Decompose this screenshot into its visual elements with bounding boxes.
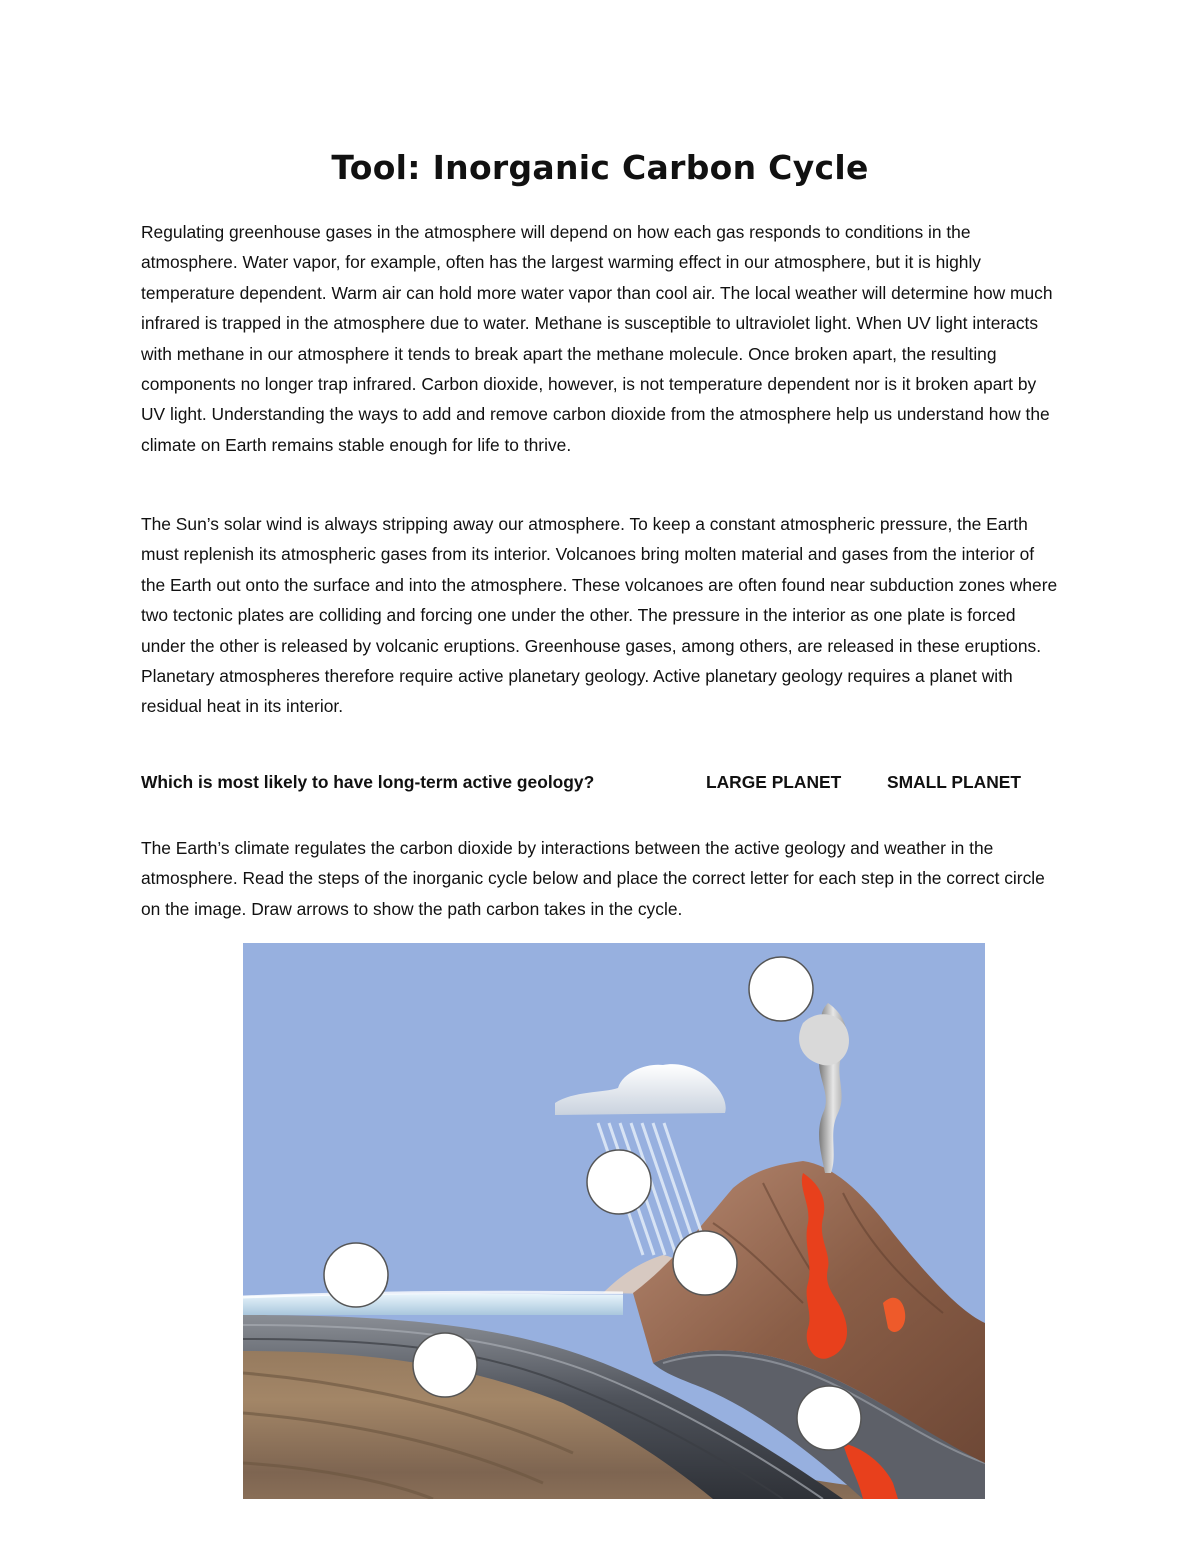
large-planet-option[interactable]: LARGE PLANET <box>706 772 842 792</box>
volcano-paragraph: The Sun’s solar wind is always stripping away our atmosphere. To keep a constant atmospheric pressure, the Earth must replenish its atmospheric gases from its interior. Volcanoes bring molten material and gases from the interior of the Earth out onto the surface and into the atmosphere. These volcanoes are often found near subduction zones where two tectonic plates are colliding and forcing one under the other. The pressure in the interior as one plate is forced under the other is released by volcanic eruptions. Greenhouse gases, among others, are released in these eruptions. Planetary atmospheres therefore require active planetary geology. Active planetary geology requires a planet with residual heat in its interior. <box>141 514 1058 717</box>
answer-circle-volcano-slope[interactable] <box>673 1231 737 1295</box>
answer-circle-smoke[interactable] <box>749 957 813 1021</box>
answer-circle-seafloor[interactable] <box>413 1333 477 1397</box>
instructions-paragraph: The Earth’s climate regulates the carbon dioxide by interactions between the active geology and weather in the atmosphere. Read the steps of the inorganic cycle below and place the correct letter for each step in the correct circle on the image. Draw arrows to show the path carbon takes in the cycle. <box>141 838 1045 919</box>
ocean <box>243 1294 623 1315</box>
carbon-cycle-diagram <box>243 943 985 1499</box>
answer-circle-ocean[interactable] <box>324 1243 388 1307</box>
answer-circle-rain[interactable] <box>587 1150 651 1214</box>
intro-paragraph: Regulating greenhouse gases in the atmosphere will depend on how each gas responds to conditions in the atmosphere. Water vapor, for example, often has the largest warming effect in our atmosphere, but it is highly temperature dependent. Warm air can hold more water vapor than cool air. The local weather will determine how much infrared is trapped in the atmosphere due to water. Methane is susceptible to ultraviolet light. When UV light interacts with methane in our atmosphere it tends to break apart the methane molecule. Once broken apart, the resulting components no longer trap infrared. Carbon dioxide, however, is not temperature dependent nor is it broken apart by UV light. Understanding the ways to add and remove carbon dioxide from the atmosphere help us understand how the climate on Earth remains stable enough for life to thrive. <box>141 222 1053 455</box>
diagram-svg <box>243 943 985 1499</box>
question-text: Which is most likely to have long-term active geology? <box>141 772 595 792</box>
answer-circle-subduction[interactable] <box>797 1386 861 1450</box>
page-title: Tool: Inorganic Carbon Cycle <box>331 148 869 187</box>
small-planet-option[interactable]: SMALL PLANET <box>887 772 1021 792</box>
